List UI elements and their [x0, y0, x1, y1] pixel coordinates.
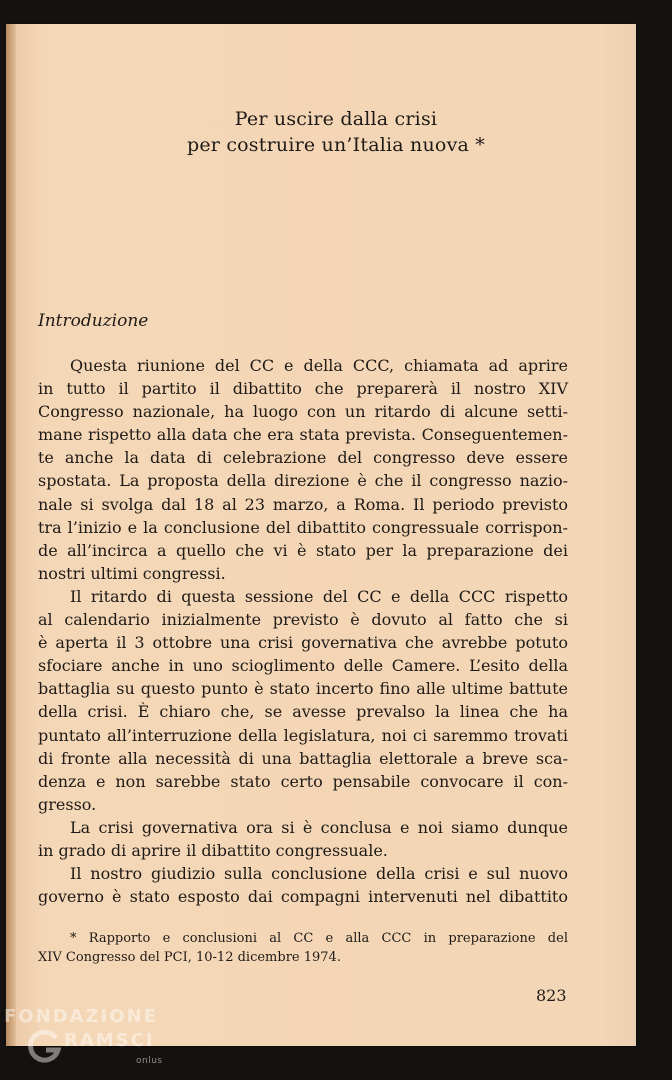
- text-line: spostata. La proposta della direzione è che il congresso nazio-: [38, 471, 568, 491]
- footnote-line: XIV Congresso del PCI, 10-12 dicembre 1974.: [38, 950, 341, 965]
- text-line: mane rispetto alla data che era stata prevista. Conseguentemen-: [38, 425, 568, 445]
- text-line: puntato all’interruzione della legislatura, noi ci saremmo trovati: [38, 725, 568, 745]
- text-line: in tutto il partito il dibattito che preparerà il nostro XIV: [38, 379, 568, 399]
- g-logo-icon: [26, 1028, 64, 1066]
- text-line: denza e non sarebbe stato certo pensabile convocare il con-: [38, 771, 568, 791]
- text-line: sfociare anche in uno scioglimento delle Camere. L’esito della: [38, 656, 568, 676]
- section-heading: Introduzione: [38, 311, 149, 331]
- text-line: in grado di aprire il dibattito congressuale.: [38, 840, 388, 860]
- chapter-title-line-1: Per uscire dalla crisi: [234, 108, 438, 130]
- chapter-title-line-2: per costruire un’Italia nuova *: [187, 134, 485, 156]
- text-line: nostri ultimi congressi.: [38, 563, 226, 583]
- archive-watermark-logo: [4, 1006, 163, 1066]
- text-line: Congresso nazionale, ha luogo con un ritardo di alcune setti-: [38, 402, 568, 422]
- body-text: [38, 354, 568, 908]
- watermark-line-1: FONDAZIONE: [4, 1006, 158, 1027]
- text-line: al calendario inizialmente previsto è dovuto al fatto che si: [38, 610, 568, 630]
- footnote-line: * Rapporto e conclusioni al CC e alla CCC in preparazione del: [70, 931, 568, 946]
- text-line: Il ritardo di questa sessione del CC e della CCC rispetto: [70, 586, 568, 606]
- text-line: Il nostro giudizio sulla conclusione della crisi e sul nuovo: [70, 864, 568, 884]
- text-line: è aperta il 3 ottobre una crisi governativa che avrebbe potuto: [38, 633, 568, 653]
- text-line: La crisi governativa ora si è conclusa e noi siamo dunque: [70, 817, 568, 837]
- watermark-line-2: RAMSCI: [64, 1030, 155, 1051]
- text-line: de all’incirca a quello che vi è stato per la preparazione dei: [38, 540, 568, 560]
- text-line: governo è stato esposto dai compagni intervenuti nel dibattito: [38, 887, 568, 907]
- watermark-suffix: onlus: [136, 1056, 163, 1066]
- text-line: gresso.: [38, 794, 97, 814]
- page-gutter: [6, 24, 16, 1046]
- footnote: [38, 929, 568, 967]
- text-line: nale si svolga dal 18 al 23 marzo, a Roma. Il periodo previsto: [38, 494, 568, 514]
- text-line: della crisi. È chiaro che, se avesse prevalso la linea che ha: [38, 702, 568, 722]
- text-line: te anche la data di celebrazione del congresso deve essere: [38, 448, 568, 468]
- page-number: 823: [536, 986, 567, 1005]
- text-line: battaglia su questo punto è stato incerto fino alle ultime battute: [38, 679, 568, 699]
- text-line: di fronte alla necessità di una battaglia elettorale a breve sca-: [38, 748, 568, 768]
- text-line: tra l’inizio e la conclusione del dibattito congressuale corrispon-: [38, 517, 568, 537]
- text-line: Questa riunione del CC e della CCC, chiamata ad aprire: [70, 356, 568, 375]
